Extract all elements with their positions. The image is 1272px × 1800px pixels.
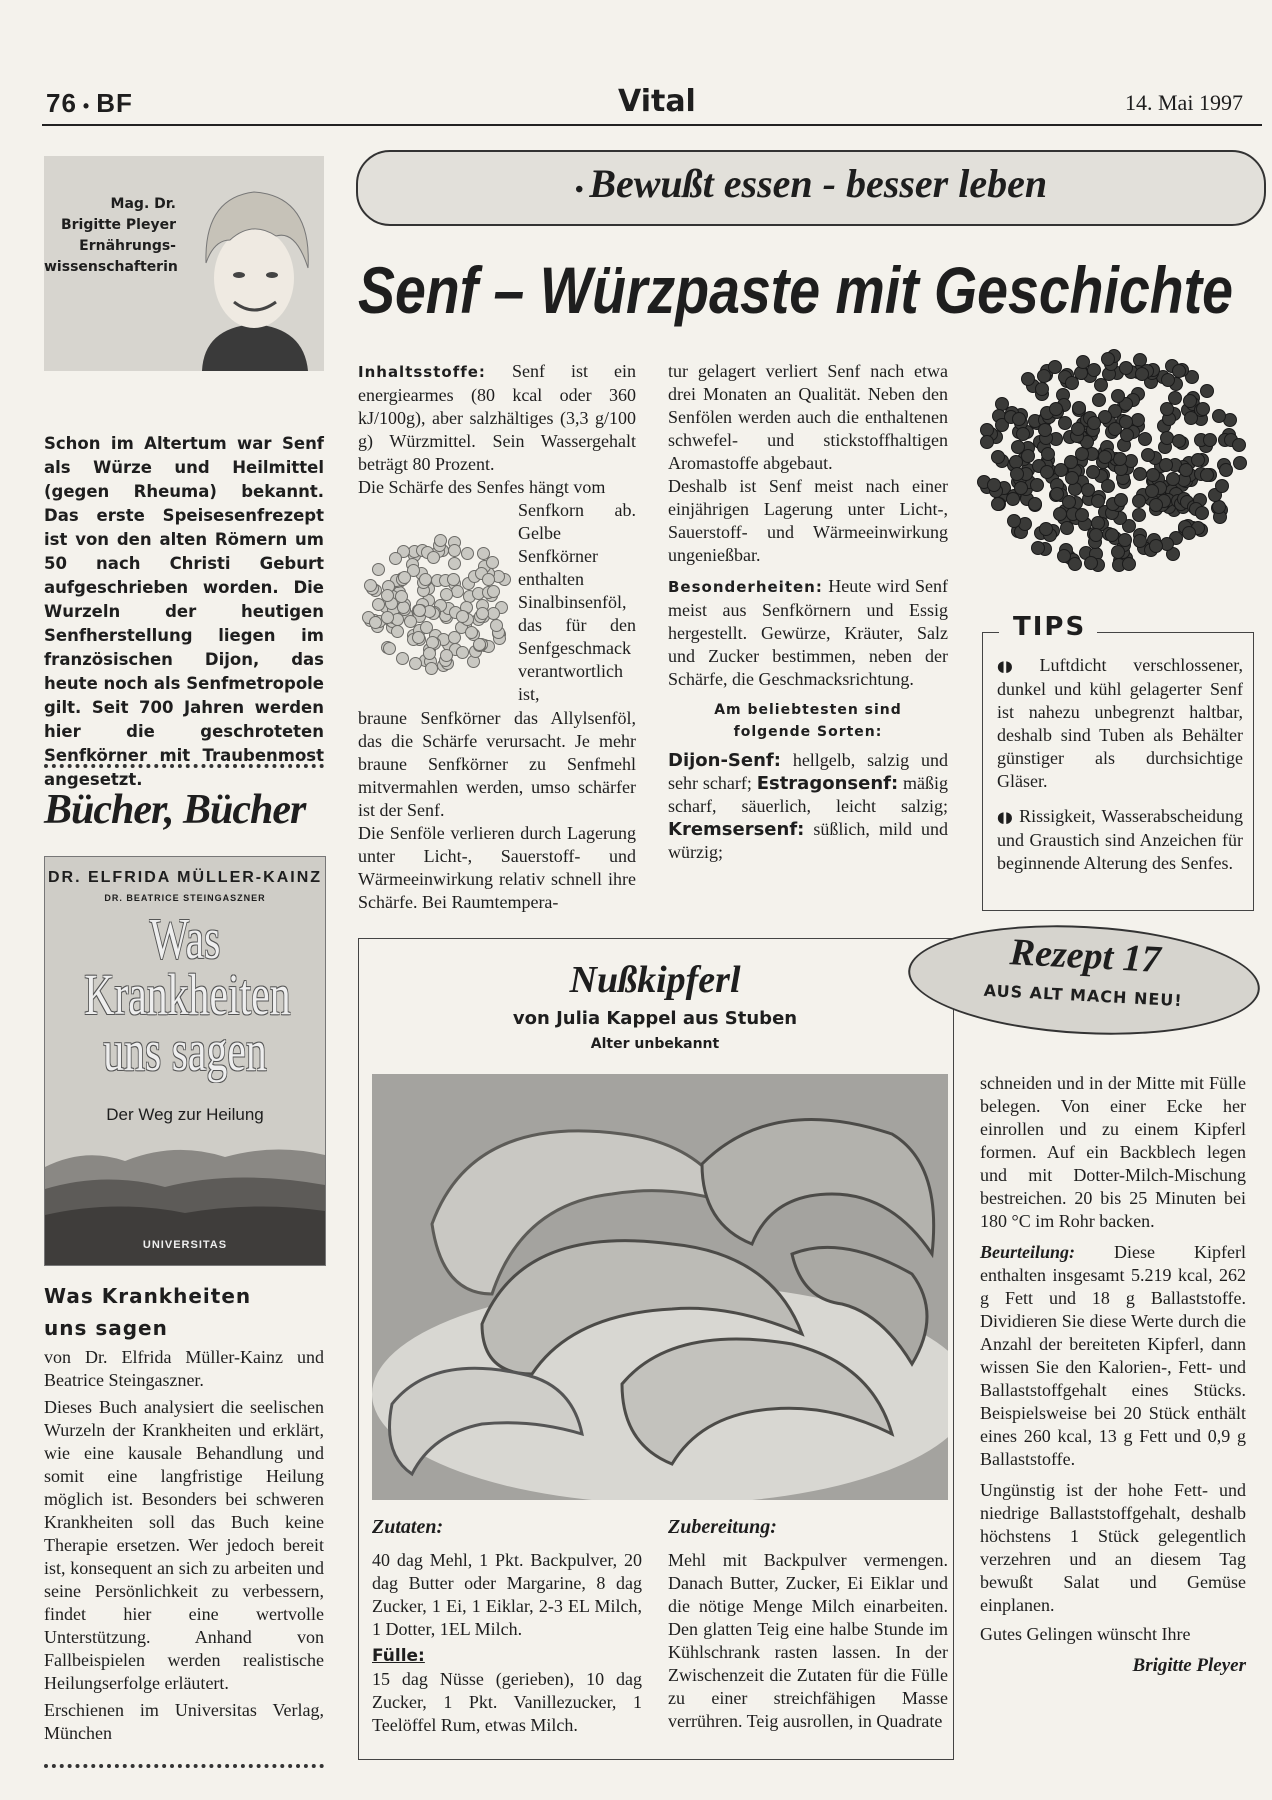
seed-grain [397,601,410,614]
seed-grain [1041,447,1055,461]
seed-grain [1087,416,1101,430]
ungeniessbar-text: Deshalb ist Senf meist nach einer einjährigen Lagerung unter Licht-, Sauerstoff- und Wärmeeinwirkung ungenießbar. [668,476,948,565]
seed-grain [391,625,404,638]
tip-bullet-1-icon: ◖◗ [997,657,1013,675]
recipe-continued-text: schneiden und in der Mitte mit Fülle belegen. Von einer Ecke her einrollen und zu einem Kipferl formen. Auf ein Backblech legen und mit Dotter-Milch-Mischung bestreichen. 20 bis 25 Minuten bei 180 °C im Rohr backen. [980,1073,1246,1231]
bottom-divider [44,1764,324,1768]
seed-grain [1028,497,1042,511]
seed-grain [1132,508,1146,522]
yellow-seeds-image [358,499,518,707]
seed-grain [1092,393,1106,407]
beurteilung-text: Diese Kipferl enthalten insgesamt 5.219 kcal, 262 g Fett und 18 g Ballaststoffe. Dividieren Sie diese Werte durch die Anzahl der bereiteten Kipferl, dann wissen Sie den Kalorien-, Fett- und Ballaststoffgehalt eines Stücks. Beispielsweise bei 20 Stück enthält eines 260 kcal, 13 g Fett und 0,9 g Ballaststoffe. [980,1242,1246,1469]
intro-text: Schon im Altertum war Senf als Würze und Heilmittel (gegen Rheuma) bekannt. Das erste Speisesenfrezept ist von den alten Römern um 50 nach Christi Geburt aufgeschrieben worden. Die Wurzeln der heutigen Senfherstellung liegen im französischen Dijon, das heute noch als Senfmetropole gilt. Seit 700 Jahren werden hier die geschroteten Senfkörner mit Traubenmost angesetzt. [44,434,324,789]
cover-title-3: uns sagen [103,1018,267,1083]
page-number: 76 • BF [46,88,133,118]
seed-grain [396,652,409,665]
dijon-label: Dijon-Senf: [668,750,781,771]
beurteilung-label: Beurteilung: [980,1242,1076,1262]
tips-box [982,612,1254,911]
seed-grain [1145,484,1159,498]
seed-grain [1200,468,1214,482]
schaerfe-text-c: braune Senfkörner das Allylsenföl, das die Schärfe verursacht. Je mehr braune Senfkörner zu Senfmehl mitvermahlen werden, umso schärfer ist der Senf. [358,708,636,820]
review-title-1: Was Krankheiten [44,1284,252,1308]
recipe-byline: von Julia Kappel aus Stuben [512,1008,798,1029]
seed-grain [490,619,503,632]
section-code: BF [96,88,133,118]
qualitaet-text: tur gelagert verliert Senf nach etwa drei Monaten an Qualität. Neben den Senfölen werden auch die enthaltenen schwefel- und stickstoffhaltigen Aromastoffe abgebaut. [668,361,948,473]
krems-label: Kremsersenf: [668,819,805,840]
seed-grain [1057,549,1071,563]
author-role-2: wissenschafterin [44,259,178,275]
seed-grain [440,649,453,662]
seed-grain [476,607,489,620]
seed-grain [991,450,1005,464]
seed-grain [1219,463,1233,477]
review-title-2: uns sagen [44,1316,168,1340]
recipe-badge [905,917,1262,1043]
seed-grain [1016,427,1030,441]
seed-grain [1200,384,1214,398]
author-name: Brigitte Pleyer [60,217,176,233]
estragon-text: mäßig scharf, säuerlich, leicht salzig; [668,773,949,816]
seed-grain [486,556,499,569]
seed-grain [440,588,453,601]
schaerfe-text-a: Die Schärfe des Senfes hängt vom [358,477,606,497]
seed-grain [1196,402,1210,416]
fuelle-heading: Fülle: [372,1646,425,1666]
seed-grain [1089,528,1103,542]
seed-grain [1098,450,1112,464]
seed-grain [409,657,422,670]
zutaten-heading: Zutaten: [372,1516,444,1538]
book-review [44,1346,324,1745]
seed-wrap-row [358,499,636,707]
besonderheiten-text: Heute wird Senf meist aus Senfkörnern und Essig hergestellt. Gewürze, Kräuter, Salz und Zucker bestimmen, neben der Schärfe, die Geschmacksrichtung. [668,576,949,689]
author-box [44,156,324,371]
seed-grain [1212,409,1226,423]
cover-author-1: DR. ELFRIDA MÜLLER-KAINZ [47,869,323,886]
recipe-ingredients [372,1516,642,1737]
seed-grain [487,607,500,620]
page-number-value: 76 [46,88,77,118]
article-column-3 [668,360,948,864]
seed-grain [427,551,440,564]
book-review-title [44,1280,251,1344]
recipe-age: Alter unbekannt [590,1036,720,1052]
section-title: Vital [618,84,696,119]
seed-grain [456,610,469,623]
seed-grain [465,626,478,639]
series-banner-text: • Bewußt essen - besser leben [574,161,1048,206]
seed-grain [395,590,408,603]
schaerfe-text-b: Senfkorn ab. Gelbe Senfkörner enthalten Sinalbinsenföl, das für den Senfgeschmack verantwortlich ist, [518,500,636,704]
sorten-heading-1: Am beliebtesten sind [714,702,902,718]
recipe-badge-title: Rezept 17 [1008,931,1162,981]
seed-grain [1030,478,1044,492]
seed-grain [980,435,994,449]
seed-grain [1182,526,1196,540]
brown-seeds-image [968,334,1252,584]
zutaten-text: 40 dag Mehl, 1 Pkt. Backpulver, 20 dag Butter oder Margarine, 8 dag Zucker, 1 Ei, 1 Eiklar, 2-3 EL Milch, 1 Dotter, 1EL Milch. [372,1550,642,1639]
seed-grain [448,631,461,644]
cover-title [84,906,291,1083]
seed-grain [1091,494,1105,508]
header-rule [42,124,1262,126]
issue-date: 14. Mai 1997 [1125,90,1243,115]
seed-grain [1114,493,1128,507]
seed-grain [448,557,461,570]
besonderheiten-label: Besonderheiten: [668,578,823,596]
author-portrait [184,178,324,371]
seed-grain [1084,556,1098,570]
seed-grain [381,611,394,624]
seed-grain [1021,449,1035,463]
seed-grain [412,631,425,644]
seed-grain [482,573,495,586]
recipe-title: Nußkipferl [569,959,741,1001]
lagerung-text: Die Senföle verlieren durch Lagerung unter Licht-, Sauerstoff- und Wärmeeinwirkung relativ schnell ihre Schärfe. Bei Raumtempera- [358,823,636,912]
zubereitung-heading: Zubereitung: [668,1516,777,1538]
seed-grain [487,585,500,598]
cover-publisher: UNIVERSITAS [142,1239,228,1251]
seed-grain [1094,378,1108,392]
cover-author-2: DR. BEATRICE STEINGASZNER [104,893,266,903]
fuelle-text: 15 dag Nüsse (gerieben), 10 dag Zucker, 1 Pkt. Vanillezucker, 1 Teelöffel Rum, etwas Milch. [372,1669,642,1735]
closing-text: Gutes Gelingen wünscht Ihre [980,1624,1191,1644]
inhalt-text: Senf ist ein energiearmes (80 kcal oder 360 kJ/100g), aber salzhältiges (3,3 g/100 g) Würzmittel. Sein Wassergehalt beträgt 80 Prozent. [358,361,637,474]
seed-grain [383,642,396,655]
review-publisher: Erschienen im Universitas Verlag, München [44,1700,324,1743]
dijon-text: hellgelb, salzig und sehr scharf; [668,750,948,793]
tips-rule-right [1097,632,1253,633]
section-divider [44,764,324,768]
seed-grain [1203,433,1217,447]
review-authors: von Dr. Elfrida Müller-Kainz und Beatrice Steingaszner. [44,1347,324,1390]
cover-title-1: Was [149,906,221,971]
tip-2: Rissigkeit, Wasserabscheidung und Graustich sind Anzeichen für beginnende Alterung des Senfes. [997,806,1243,873]
recipe-right-column [980,1072,1246,1677]
seed-grain [1031,541,1045,555]
inhalt-label: Inhaltsstoffe: [358,363,486,381]
tips-list [997,654,1243,875]
seed-grain [1135,367,1149,381]
seed-grain [1184,411,1198,425]
seed-grain [1149,539,1163,553]
seed-grain [398,571,411,584]
estragon-label: Estragonsenf: [756,773,899,794]
seed-grain [1166,472,1180,486]
seed-grain [1141,448,1155,462]
author-caption [44,194,176,278]
seed-grain [1062,495,1076,509]
nusskipferl-photo [372,1074,948,1500]
seed-grain [1060,521,1074,535]
seed-grain [1058,416,1072,430]
cover-title-2: Krankheiten [84,962,291,1027]
seed-grain [1053,507,1067,521]
tips-rule-left [983,632,999,633]
seed-grain [1072,401,1086,415]
zubereitung-text: Mehl mit Backpulver vermengen. Danach Butter, Zucker, Ei Eiklar und die nötige Menge Milch einarbeiten. Den glatten Teig eine halbe Stunde im Kühlschrank rasten lassen. In der Zwischenzeit die Zutaten für die Fülle zu einer streichfähigen Masse verrühren. Teig ausrollen, in Quadrate [668,1550,948,1731]
seed-grain [1111,389,1125,403]
seed-grain [372,563,385,576]
seed-grain [1168,391,1182,405]
seed-grain [389,552,402,565]
author-role-1: Ernährungs- [79,238,176,254]
seed-grain [1071,422,1085,436]
seed-grain [364,579,377,592]
seed-grain [1122,557,1136,571]
tip-bullet-2-icon: ◖◗ [997,808,1013,826]
seed-grain [1195,506,1209,520]
author-title: Mag. Dr. [110,196,176,212]
book-cover [44,856,326,1266]
signature: Brigitte Pleyer [1132,1655,1246,1676]
tip-1: Luftdicht verschlossener, dunkel und kühl gelagerter Senf ist nahezu unbegrenzt haltbar, deshalb sind Tuben als Behälter günstiger als durchsichtige Gläser. [997,655,1243,791]
seed-grain [1006,492,1020,506]
seed-grain [425,662,438,675]
books-heading: Bücher, Bücher [44,787,306,833]
recipe-badge-sub: AUS ALT MACH NEU! [983,980,1184,1011]
seed-grain [1138,432,1152,446]
sorten-heading [668,699,948,743]
sorten-heading-2: folgende Sorten: [733,724,883,740]
cover-subtitle: Der Weg zur Heilung [106,1105,264,1124]
series-banner-label: Bewußt essen - besser leben [589,161,1048,206]
seed-grain [1087,363,1101,377]
ungunstig-text: Ungünstig ist der hohe Fett- und niedrige Ballaststoffgehalt, deshalb höchstens 1 Stück gelegentlich verzehren und an diesem Tag bewußt Salat und Gemüse einplanen. [980,1480,1246,1615]
seed-grain [1065,376,1079,390]
recipe-preparation [668,1516,948,1733]
seed-grain [1120,428,1134,442]
seed-grain [1215,479,1229,493]
seed-grain [987,478,1001,492]
tips-title: TIPS [1013,612,1087,642]
seed-grain [1183,394,1197,408]
krems-text: süßlich, mild und würzig; [668,819,948,862]
article-column-2 [358,360,636,914]
series-banner [356,150,1266,226]
seed-grain [461,547,474,560]
seed-grain [1132,494,1146,508]
seed-grain [1050,487,1064,501]
seed-grain [448,544,461,557]
seed-grain [1233,456,1247,470]
seed-grain [1232,438,1246,452]
main-headline: Senf – Würzpaste mit Geschichte [358,253,1233,327]
seed-grain [1038,423,1052,437]
review-text: Dieses Buch analysiert die seelischen Wurzeln der Krankheiten und erklärt, wie eine kausale Behandlung und somit eine langfristige Heilung möglich ist. Besonders bei schweren Krankheiten soll das Buch keine Therapie ersetzen. Wer jedoch bereit ist, konsequent an sich zu arbeiten und seine Persönlichkeit zu verbessern, findet hier eine wertvolle Unterstützung. Anhand von Fallbeispielen werden realistische Heilungserfolge erläutert. [44,1397,324,1693]
